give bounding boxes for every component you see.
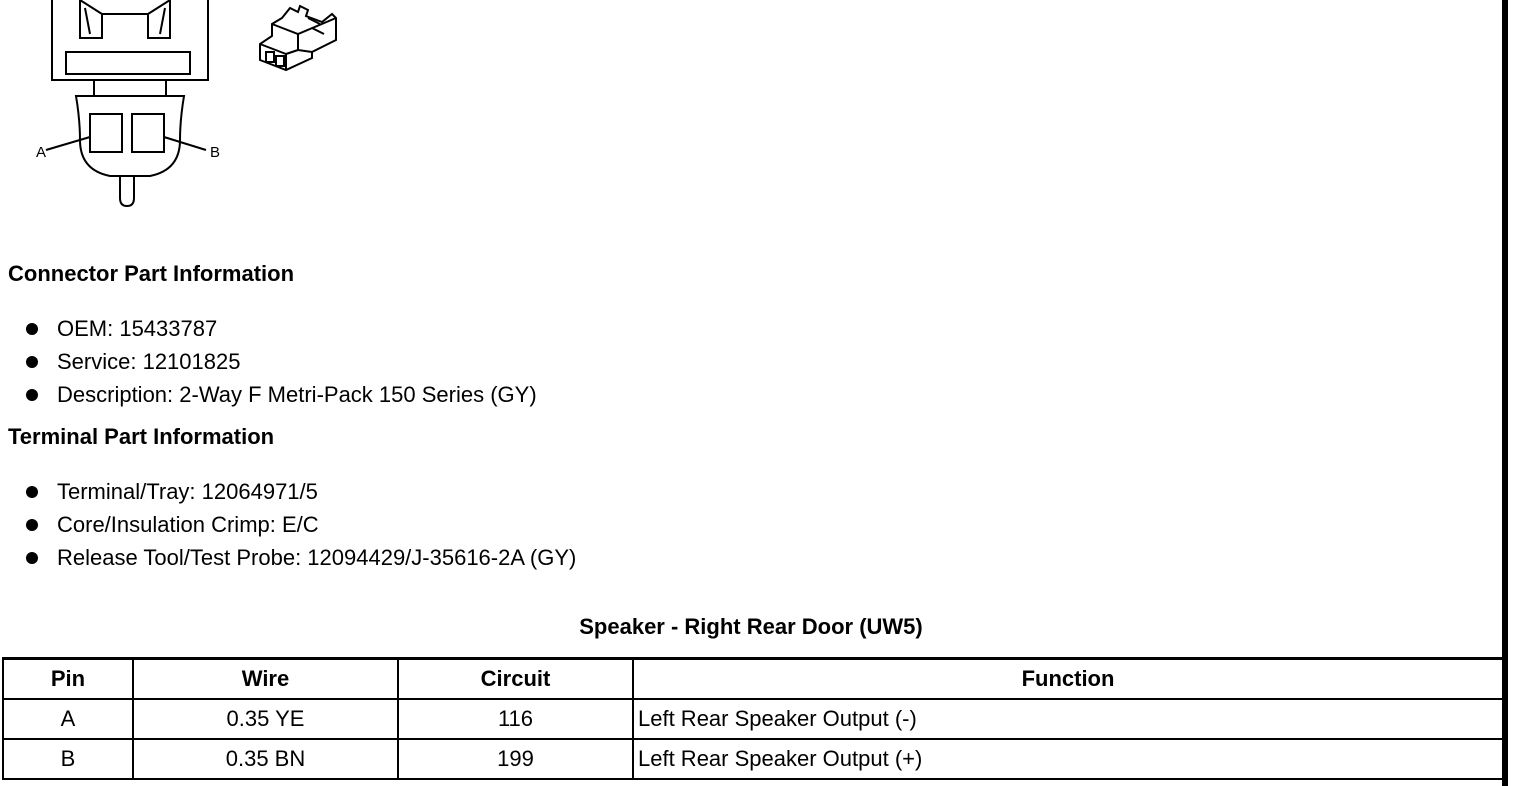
page-edge-rule — [1502, 0, 1508, 786]
terminal-tray: Terminal/Tray: 12064971/5 — [57, 479, 318, 504]
oem-number: OEM: 15433787 — [57, 316, 218, 341]
wire-cell: 0.35 YE — [133, 699, 398, 739]
table-header-row — [3, 659, 1503, 700]
pinout-table-title: Speaker - Right Rear Door (UW5) — [579, 614, 923, 639]
bullet-icon — [26, 519, 38, 531]
connector-isometric-diagram — [252, 0, 342, 85]
column-header-circuit: Circuit — [398, 659, 633, 700]
service-number: Service: 12101825 — [57, 349, 241, 374]
circuit-cell: 116 — [398, 699, 633, 739]
cavity-b — [132, 114, 164, 152]
leader-line-a — [46, 137, 90, 150]
connector-description: Description: 2-Way F Metri-Pack 150 Series (GY) — [57, 382, 537, 407]
bullet-icon — [26, 552, 38, 564]
bullet-icon — [26, 389, 38, 401]
column-header-pin: Pin — [3, 659, 133, 700]
column-header-wire: Wire — [133, 659, 398, 700]
wire-cell: 0.35 BN — [133, 739, 398, 779]
core-insulation-crimp: Core/Insulation Crimp: E/C — [57, 512, 319, 537]
cavity-a — [90, 114, 122, 152]
bullet-icon — [26, 356, 38, 368]
pinout-table — [2, 657, 1504, 780]
terminal-part-info-heading: Terminal Part Information — [8, 424, 275, 449]
leader-line-b — [164, 137, 206, 150]
bullet-icon — [26, 323, 38, 335]
function-cell: Left Rear Speaker Output (+) — [633, 739, 1503, 779]
pin-cell: B — [3, 739, 133, 779]
column-header-function: Function — [633, 659, 1503, 700]
bullet-icon — [26, 486, 38, 498]
table-row — [3, 739, 1503, 779]
table-row — [3, 699, 1503, 739]
connector-face-diagram — [30, 0, 230, 215]
circuit-cell: 199 — [398, 739, 633, 779]
function-cell: Left Rear Speaker Output (-) — [633, 699, 1503, 739]
release-tool-test-probe: Release Tool/Test Probe: 12094429/J-35616-2A (GY) — [57, 545, 577, 570]
pin-label-b: B — [210, 144, 221, 161]
pin-cell: A — [3, 699, 133, 739]
pin-label-a: A — [36, 144, 47, 161]
connector-part-info-heading: Connector Part Information — [8, 261, 295, 286]
